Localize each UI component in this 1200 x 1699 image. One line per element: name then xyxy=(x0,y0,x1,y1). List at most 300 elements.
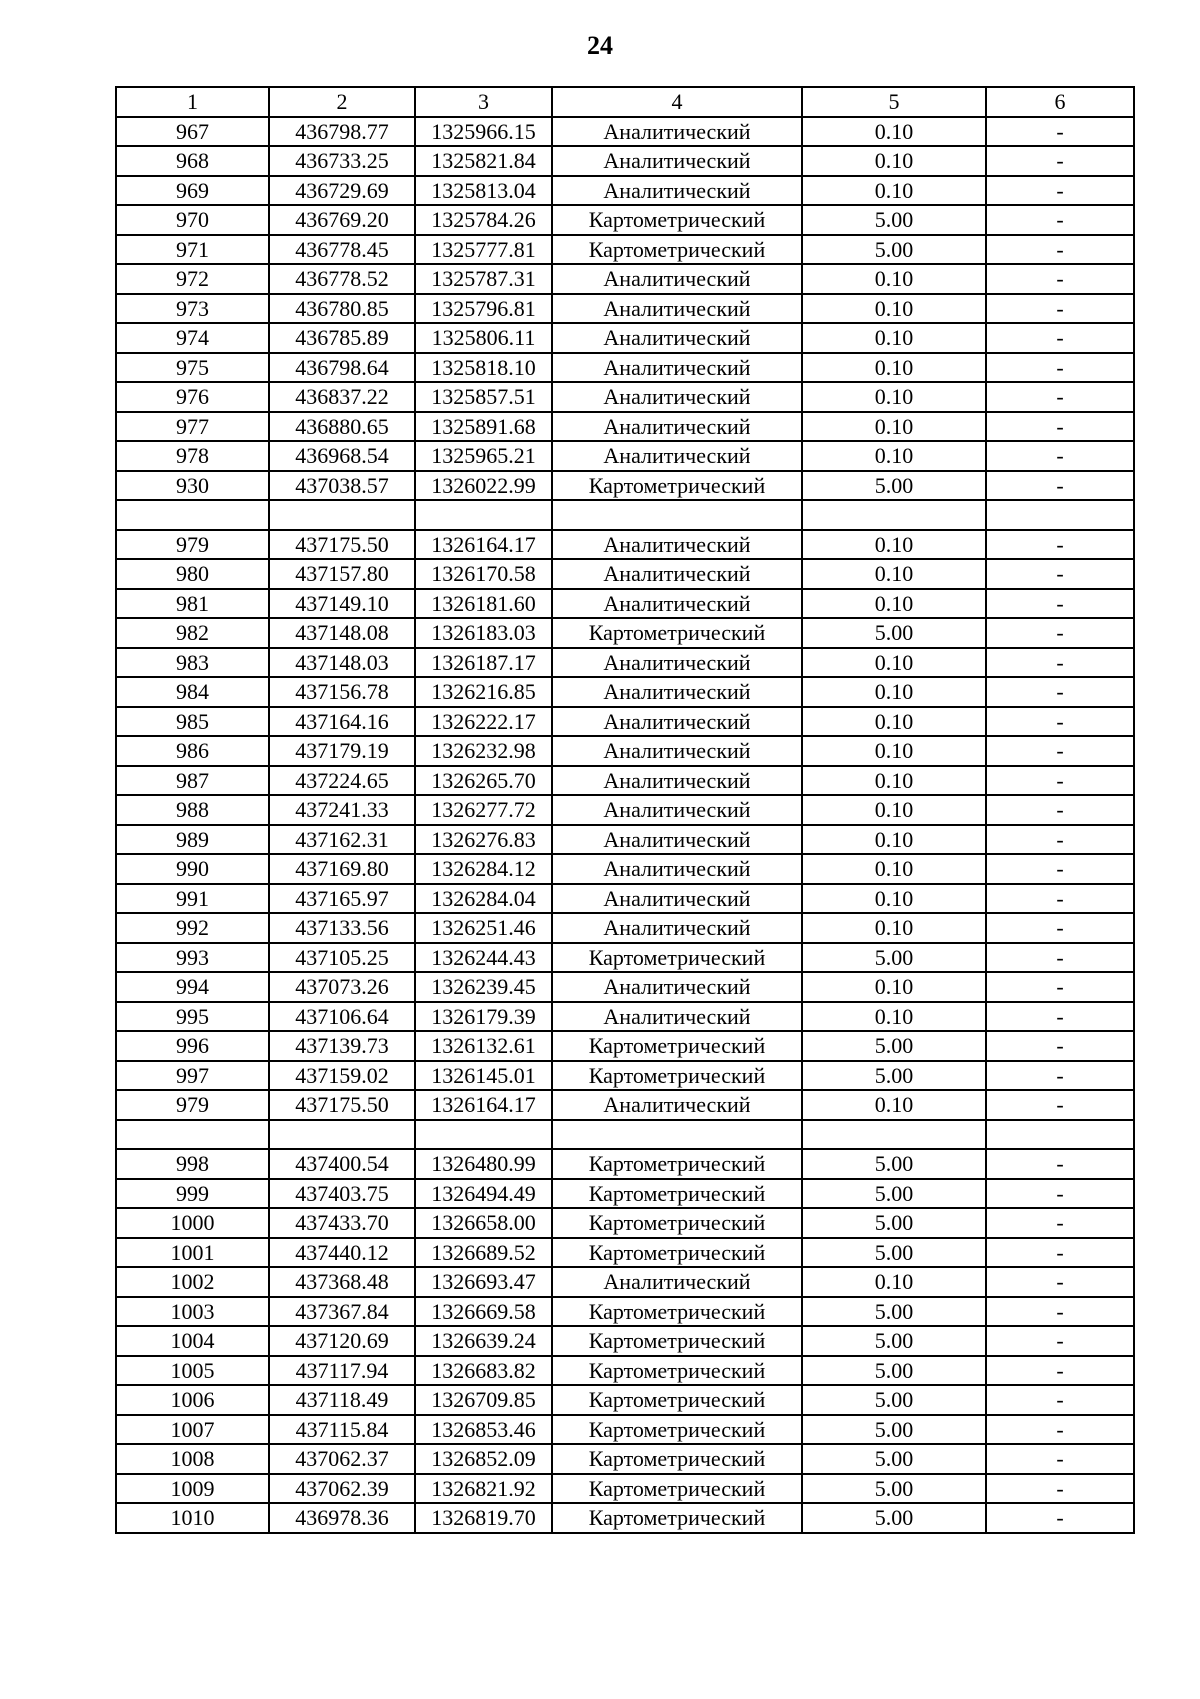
accuracy-cell: 0.10 xyxy=(802,264,986,294)
method-cell: Картометрический xyxy=(552,1503,802,1533)
x-coordinate-cell: 437367.84 xyxy=(269,1297,415,1327)
x-coordinate-cell: 436978.36 xyxy=(269,1503,415,1533)
y-coordinate-cell: 1326251.46 xyxy=(415,913,552,943)
x-coordinate-cell: 436769.20 xyxy=(269,205,415,235)
y-coordinate-cell: 1325784.26 xyxy=(415,205,552,235)
accuracy-cell: 5.00 xyxy=(802,1061,986,1091)
method-cell: Картометрический xyxy=(552,1385,802,1415)
y-coordinate-cell: 1326494.49 xyxy=(415,1179,552,1209)
point-number-cell: 1009 xyxy=(116,1474,269,1504)
table-row xyxy=(116,1326,1134,1356)
note-cell: - xyxy=(986,1297,1134,1327)
point-number-cell: 976 xyxy=(116,382,269,412)
table-row xyxy=(116,1090,1134,1120)
table-row xyxy=(116,294,1134,324)
y-coordinate-cell: 1326216.85 xyxy=(415,677,552,707)
method-cell: Аналитический xyxy=(552,677,802,707)
table-row xyxy=(116,441,1134,471)
y-coordinate-cell: 1325965.21 xyxy=(415,441,552,471)
point-number-cell: 977 xyxy=(116,412,269,442)
point-number-cell: 1003 xyxy=(116,1297,269,1327)
accuracy-cell xyxy=(802,1120,986,1150)
method-cell: Аналитический xyxy=(552,559,802,589)
method-cell: Аналитический xyxy=(552,264,802,294)
table-row xyxy=(116,795,1134,825)
point-number-cell: 967 xyxy=(116,117,269,147)
column-header: 3 xyxy=(415,87,552,117)
point-number-cell: 997 xyxy=(116,1061,269,1091)
note-cell: - xyxy=(986,382,1134,412)
note-cell: - xyxy=(986,1326,1134,1356)
point-number-cell: 1004 xyxy=(116,1326,269,1356)
x-coordinate-cell: 437149.10 xyxy=(269,589,415,619)
table-row xyxy=(116,323,1134,353)
method-cell: Картометрический xyxy=(552,205,802,235)
accuracy-cell: 5.00 xyxy=(802,943,986,973)
y-coordinate-cell: 1326284.04 xyxy=(415,884,552,914)
method-cell: Картометрический xyxy=(552,1297,802,1327)
x-coordinate-cell: 437117.94 xyxy=(269,1356,415,1386)
point-number-cell: 990 xyxy=(116,854,269,884)
point-number-cell: 992 xyxy=(116,913,269,943)
point-number-cell: 973 xyxy=(116,294,269,324)
method-cell: Аналитический xyxy=(552,294,802,324)
table-row xyxy=(116,1002,1134,1032)
accuracy-cell: 0.10 xyxy=(802,176,986,206)
point-number-cell xyxy=(116,1120,269,1150)
accuracy-cell: 0.10 xyxy=(802,146,986,176)
y-coordinate-cell: 1326145.01 xyxy=(415,1061,552,1091)
table-row xyxy=(116,707,1134,737)
method-cell: Аналитический xyxy=(552,589,802,619)
method-cell xyxy=(552,1120,802,1150)
accuracy-cell: 5.00 xyxy=(802,1326,986,1356)
table-row xyxy=(116,146,1134,176)
y-coordinate-cell: 1325966.15 xyxy=(415,117,552,147)
y-coordinate-cell: 1325818.10 xyxy=(415,353,552,383)
method-cell: Аналитический xyxy=(552,795,802,825)
point-number-cell: 985 xyxy=(116,707,269,737)
note-cell: - xyxy=(986,1356,1134,1386)
point-number-cell: 999 xyxy=(116,1179,269,1209)
table-row xyxy=(116,1474,1134,1504)
header-row xyxy=(116,87,1134,117)
x-coordinate-cell: 437148.08 xyxy=(269,618,415,648)
table-row xyxy=(116,1267,1134,1297)
note-cell: - xyxy=(986,264,1134,294)
y-coordinate-cell: 1325857.51 xyxy=(415,382,552,412)
table-row xyxy=(116,1149,1134,1179)
point-number-cell: 1006 xyxy=(116,1385,269,1415)
method-cell: Аналитический xyxy=(552,825,802,855)
method-cell: Картометрический xyxy=(552,1356,802,1386)
accuracy-cell: 0.10 xyxy=(802,323,986,353)
note-cell xyxy=(986,500,1134,530)
point-number-cell: 982 xyxy=(116,618,269,648)
method-cell: Аналитический xyxy=(552,146,802,176)
x-coordinate-cell: 437133.56 xyxy=(269,913,415,943)
x-coordinate-cell: 437106.64 xyxy=(269,1002,415,1032)
method-cell: Аналитический xyxy=(552,323,802,353)
y-coordinate-cell: 1326852.09 xyxy=(415,1444,552,1474)
note-cell: - xyxy=(986,884,1134,914)
point-number-cell: 930 xyxy=(116,471,269,501)
y-coordinate-cell: 1326187.17 xyxy=(415,648,552,678)
accuracy-cell: 5.00 xyxy=(802,1356,986,1386)
x-coordinate-cell: 437224.65 xyxy=(269,766,415,796)
x-coordinate-cell: 437175.50 xyxy=(269,530,415,560)
accuracy-cell: 0.10 xyxy=(802,736,986,766)
table-row xyxy=(116,264,1134,294)
x-coordinate-cell: 437403.75 xyxy=(269,1179,415,1209)
method-cell: Аналитический xyxy=(552,441,802,471)
x-coordinate-cell: 437139.73 xyxy=(269,1031,415,1061)
accuracy-cell: 0.10 xyxy=(802,530,986,560)
point-number-cell: 981 xyxy=(116,589,269,619)
y-coordinate-cell: 1325787.31 xyxy=(415,264,552,294)
point-number-cell: 968 xyxy=(116,146,269,176)
y-coordinate-cell: 1326819.70 xyxy=(415,1503,552,1533)
y-coordinate-cell: 1325806.11 xyxy=(415,323,552,353)
accuracy-cell: 0.10 xyxy=(802,382,986,412)
accuracy-cell: 0.10 xyxy=(802,972,986,1002)
method-cell: Аналитический xyxy=(552,1002,802,1032)
x-coordinate-cell: 436778.45 xyxy=(269,235,415,265)
y-coordinate-cell: 1325891.68 xyxy=(415,412,552,442)
table-row xyxy=(116,530,1134,560)
y-coordinate-cell: 1326658.00 xyxy=(415,1208,552,1238)
point-number-cell: 979 xyxy=(116,530,269,560)
x-coordinate-cell: 437157.80 xyxy=(269,559,415,589)
x-coordinate-cell: 436837.22 xyxy=(269,382,415,412)
column-header: 5 xyxy=(802,87,986,117)
note-cell: - xyxy=(986,825,1134,855)
point-number-cell: 979 xyxy=(116,1090,269,1120)
method-cell: Картометрический xyxy=(552,1179,802,1209)
x-coordinate-cell: 437038.57 xyxy=(269,471,415,501)
method-cell: Аналитический xyxy=(552,766,802,796)
accuracy-cell: 0.10 xyxy=(802,1090,986,1120)
y-coordinate-cell xyxy=(415,500,552,530)
accuracy-cell: 0.10 xyxy=(802,795,986,825)
accuracy-cell: 0.10 xyxy=(802,353,986,383)
y-coordinate-cell: 1326277.72 xyxy=(415,795,552,825)
point-number-cell: 994 xyxy=(116,972,269,1002)
note-cell: - xyxy=(986,1415,1134,1445)
y-coordinate-cell: 1326821.92 xyxy=(415,1474,552,1504)
note-cell: - xyxy=(986,913,1134,943)
point-number-cell: 996 xyxy=(116,1031,269,1061)
point-number-cell: 1007 xyxy=(116,1415,269,1445)
y-coordinate-cell xyxy=(415,1120,552,1150)
method-cell: Аналитический xyxy=(552,530,802,560)
accuracy-cell: 5.00 xyxy=(802,205,986,235)
x-coordinate-cell: 437241.33 xyxy=(269,795,415,825)
note-cell: - xyxy=(986,235,1134,265)
note-cell: - xyxy=(986,353,1134,383)
column-header: 2 xyxy=(269,87,415,117)
accuracy-cell: 0.10 xyxy=(802,589,986,619)
method-cell: Аналитический xyxy=(552,736,802,766)
page-number: 24 xyxy=(587,31,613,60)
method-cell: Аналитический xyxy=(552,1090,802,1120)
method-cell: Аналитический xyxy=(552,1267,802,1297)
x-coordinate-cell: 436968.54 xyxy=(269,441,415,471)
point-number-cell: 980 xyxy=(116,559,269,589)
method-cell: Аналитический xyxy=(552,884,802,914)
point-number-cell: 989 xyxy=(116,825,269,855)
accuracy-cell: 5.00 xyxy=(802,1444,986,1474)
accuracy-cell: 5.00 xyxy=(802,1415,986,1445)
note-cell: - xyxy=(986,1208,1134,1238)
point-number-cell: 978 xyxy=(116,441,269,471)
x-coordinate-cell: 436780.85 xyxy=(269,294,415,324)
method-cell: Аналитический xyxy=(552,854,802,884)
point-number-cell: 970 xyxy=(116,205,269,235)
x-coordinate-cell: 437148.03 xyxy=(269,648,415,678)
accuracy-cell: 5.00 xyxy=(802,1238,986,1268)
table-row xyxy=(116,1385,1134,1415)
method-cell: Картометрический xyxy=(552,1208,802,1238)
point-number-cell: 986 xyxy=(116,736,269,766)
y-coordinate-cell: 1326022.99 xyxy=(415,471,552,501)
note-cell: - xyxy=(986,176,1134,206)
accuracy-cell: 0.10 xyxy=(802,884,986,914)
y-coordinate-cell: 1325821.84 xyxy=(415,146,552,176)
x-coordinate-cell: 437368.48 xyxy=(269,1267,415,1297)
note-cell: - xyxy=(986,441,1134,471)
table-row xyxy=(116,176,1134,206)
accuracy-cell: 5.00 xyxy=(802,1031,986,1061)
accuracy-cell: 5.00 xyxy=(802,1474,986,1504)
note-cell: - xyxy=(986,117,1134,147)
accuracy-cell: 0.10 xyxy=(802,707,986,737)
point-number-cell: 988 xyxy=(116,795,269,825)
point-number-cell: 972 xyxy=(116,264,269,294)
x-coordinate-cell: 437165.97 xyxy=(269,884,415,914)
method-cell: Аналитический xyxy=(552,972,802,1002)
accuracy-cell: 0.10 xyxy=(802,825,986,855)
y-coordinate-cell: 1326669.58 xyxy=(415,1297,552,1327)
column-header: 4 xyxy=(552,87,802,117)
note-cell: - xyxy=(986,618,1134,648)
x-coordinate-cell: 437115.84 xyxy=(269,1415,415,1445)
y-coordinate-cell: 1326179.39 xyxy=(415,1002,552,1032)
x-coordinate-cell: 437433.70 xyxy=(269,1208,415,1238)
accuracy-cell: 0.10 xyxy=(802,766,986,796)
accuracy-cell: 0.10 xyxy=(802,1002,986,1032)
x-coordinate-cell: 437073.26 xyxy=(269,972,415,1002)
point-number-cell: 1008 xyxy=(116,1444,269,1474)
y-coordinate-cell: 1326276.83 xyxy=(415,825,552,855)
note-cell: - xyxy=(986,1385,1134,1415)
method-cell: Картометрический xyxy=(552,235,802,265)
table-row xyxy=(116,559,1134,589)
y-coordinate-cell: 1326183.03 xyxy=(415,618,552,648)
y-coordinate-cell: 1325777.81 xyxy=(415,235,552,265)
note-cell: - xyxy=(986,707,1134,737)
method-cell: Картометрический xyxy=(552,471,802,501)
note-cell: - xyxy=(986,1474,1134,1504)
column-header: 6 xyxy=(986,87,1134,117)
point-number-cell xyxy=(116,500,269,530)
point-number-cell: 993 xyxy=(116,943,269,973)
note-cell: - xyxy=(986,648,1134,678)
x-coordinate-cell: 437105.25 xyxy=(269,943,415,973)
table-row xyxy=(116,972,1134,1002)
y-coordinate-cell: 1326164.17 xyxy=(415,530,552,560)
method-cell: Аналитический xyxy=(552,913,802,943)
y-coordinate-cell: 1326639.24 xyxy=(415,1326,552,1356)
table-row xyxy=(116,736,1134,766)
note-cell: - xyxy=(986,559,1134,589)
note-cell: - xyxy=(986,1090,1134,1120)
accuracy-cell: 0.10 xyxy=(802,412,986,442)
accuracy-cell: 0.10 xyxy=(802,294,986,324)
x-coordinate-cell: 436778.52 xyxy=(269,264,415,294)
y-coordinate-cell: 1326132.61 xyxy=(415,1031,552,1061)
note-cell: - xyxy=(986,1238,1134,1268)
accuracy-cell: 5.00 xyxy=(802,1179,986,1209)
y-coordinate-cell: 1326239.45 xyxy=(415,972,552,1002)
table-row xyxy=(116,500,1134,530)
method-cell: Аналитический xyxy=(552,353,802,383)
method-cell: Картометрический xyxy=(552,618,802,648)
x-coordinate-cell: 437179.19 xyxy=(269,736,415,766)
note-cell: - xyxy=(986,412,1134,442)
method-cell: Картометрический xyxy=(552,1326,802,1356)
point-number-cell: 975 xyxy=(116,353,269,383)
method-cell: Картометрический xyxy=(552,1031,802,1061)
y-coordinate-cell: 1326244.43 xyxy=(415,943,552,973)
y-coordinate-cell: 1326284.12 xyxy=(415,854,552,884)
accuracy-cell: 0.10 xyxy=(802,1267,986,1297)
note-cell: - xyxy=(986,1061,1134,1091)
point-number-cell: 1010 xyxy=(116,1503,269,1533)
note-cell: - xyxy=(986,530,1134,560)
method-cell xyxy=(552,500,802,530)
x-coordinate-cell: 436785.89 xyxy=(269,323,415,353)
x-coordinate-cell: 436733.25 xyxy=(269,146,415,176)
x-coordinate-cell: 437118.49 xyxy=(269,1385,415,1415)
note-cell: - xyxy=(986,766,1134,796)
y-coordinate-cell: 1326232.98 xyxy=(415,736,552,766)
x-coordinate-cell: 437400.54 xyxy=(269,1149,415,1179)
point-number-cell: 1002 xyxy=(116,1267,269,1297)
y-coordinate-cell: 1326853.46 xyxy=(415,1415,552,1445)
table-row xyxy=(116,1238,1134,1268)
table-row xyxy=(116,1415,1134,1445)
y-coordinate-cell: 1326709.85 xyxy=(415,1385,552,1415)
table-row xyxy=(116,1503,1134,1533)
table-row xyxy=(116,1208,1134,1238)
note-cell: - xyxy=(986,1267,1134,1297)
coordinates-table xyxy=(115,86,1135,1534)
accuracy-cell: 0.10 xyxy=(802,117,986,147)
method-cell: Аналитический xyxy=(552,412,802,442)
point-number-cell: 991 xyxy=(116,884,269,914)
method-cell: Картометрический xyxy=(552,943,802,973)
point-number-cell: 1005 xyxy=(116,1356,269,1386)
table-row xyxy=(116,1179,1134,1209)
note-cell: - xyxy=(986,795,1134,825)
x-coordinate-cell: 437120.69 xyxy=(269,1326,415,1356)
method-cell: Картометрический xyxy=(552,1061,802,1091)
accuracy-cell xyxy=(802,500,986,530)
note-cell: - xyxy=(986,205,1134,235)
x-coordinate-cell: 436798.64 xyxy=(269,353,415,383)
table-row xyxy=(116,205,1134,235)
x-coordinate-cell: 437169.80 xyxy=(269,854,415,884)
x-coordinate-cell xyxy=(269,500,415,530)
point-number-cell: 969 xyxy=(116,176,269,206)
table-row xyxy=(116,618,1134,648)
x-coordinate-cell: 436880.65 xyxy=(269,412,415,442)
table-row xyxy=(116,648,1134,678)
table-row xyxy=(116,1297,1134,1327)
y-coordinate-cell: 1325813.04 xyxy=(415,176,552,206)
accuracy-cell: 0.10 xyxy=(802,441,986,471)
accuracy-cell: 5.00 xyxy=(802,1297,986,1327)
note-cell: - xyxy=(986,294,1134,324)
x-coordinate-cell: 437164.16 xyxy=(269,707,415,737)
point-number-cell: 987 xyxy=(116,766,269,796)
table-row xyxy=(116,117,1134,147)
accuracy-cell: 5.00 xyxy=(802,1208,986,1238)
method-cell: Картометрический xyxy=(552,1474,802,1504)
method-cell: Картометрический xyxy=(552,1415,802,1445)
table-row xyxy=(116,1444,1134,1474)
method-cell: Аналитический xyxy=(552,382,802,412)
accuracy-cell: 5.00 xyxy=(802,235,986,265)
accuracy-cell: 5.00 xyxy=(802,1385,986,1415)
x-coordinate-cell: 437175.50 xyxy=(269,1090,415,1120)
note-cell: - xyxy=(986,1444,1134,1474)
y-coordinate-cell: 1326170.58 xyxy=(415,559,552,589)
method-cell: Аналитический xyxy=(552,117,802,147)
table-row xyxy=(116,825,1134,855)
accuracy-cell: 0.10 xyxy=(802,677,986,707)
table-row xyxy=(116,382,1134,412)
note-cell: - xyxy=(986,471,1134,501)
point-number-cell: 984 xyxy=(116,677,269,707)
y-coordinate-cell: 1326164.17 xyxy=(415,1090,552,1120)
note-cell: - xyxy=(986,1179,1134,1209)
table-row xyxy=(116,884,1134,914)
x-coordinate-cell: 436729.69 xyxy=(269,176,415,206)
table-row xyxy=(116,471,1134,501)
x-coordinate-cell xyxy=(269,1120,415,1150)
table-row xyxy=(116,913,1134,943)
table-body xyxy=(116,87,1134,1533)
x-coordinate-cell: 437159.02 xyxy=(269,1061,415,1091)
accuracy-cell: 5.00 xyxy=(802,618,986,648)
accuracy-cell: 5.00 xyxy=(802,1149,986,1179)
column-header: 1 xyxy=(116,87,269,117)
y-coordinate-cell: 1326693.47 xyxy=(415,1267,552,1297)
table-row xyxy=(116,1120,1134,1150)
table-row xyxy=(116,1356,1134,1386)
note-cell: - xyxy=(986,736,1134,766)
note-cell: - xyxy=(986,146,1134,176)
table-row xyxy=(116,353,1134,383)
point-number-cell: 1000 xyxy=(116,1208,269,1238)
accuracy-cell: 5.00 xyxy=(802,471,986,501)
note-cell: - xyxy=(986,854,1134,884)
table-row xyxy=(116,1061,1134,1091)
table-row xyxy=(116,943,1134,973)
point-number-cell: 998 xyxy=(116,1149,269,1179)
